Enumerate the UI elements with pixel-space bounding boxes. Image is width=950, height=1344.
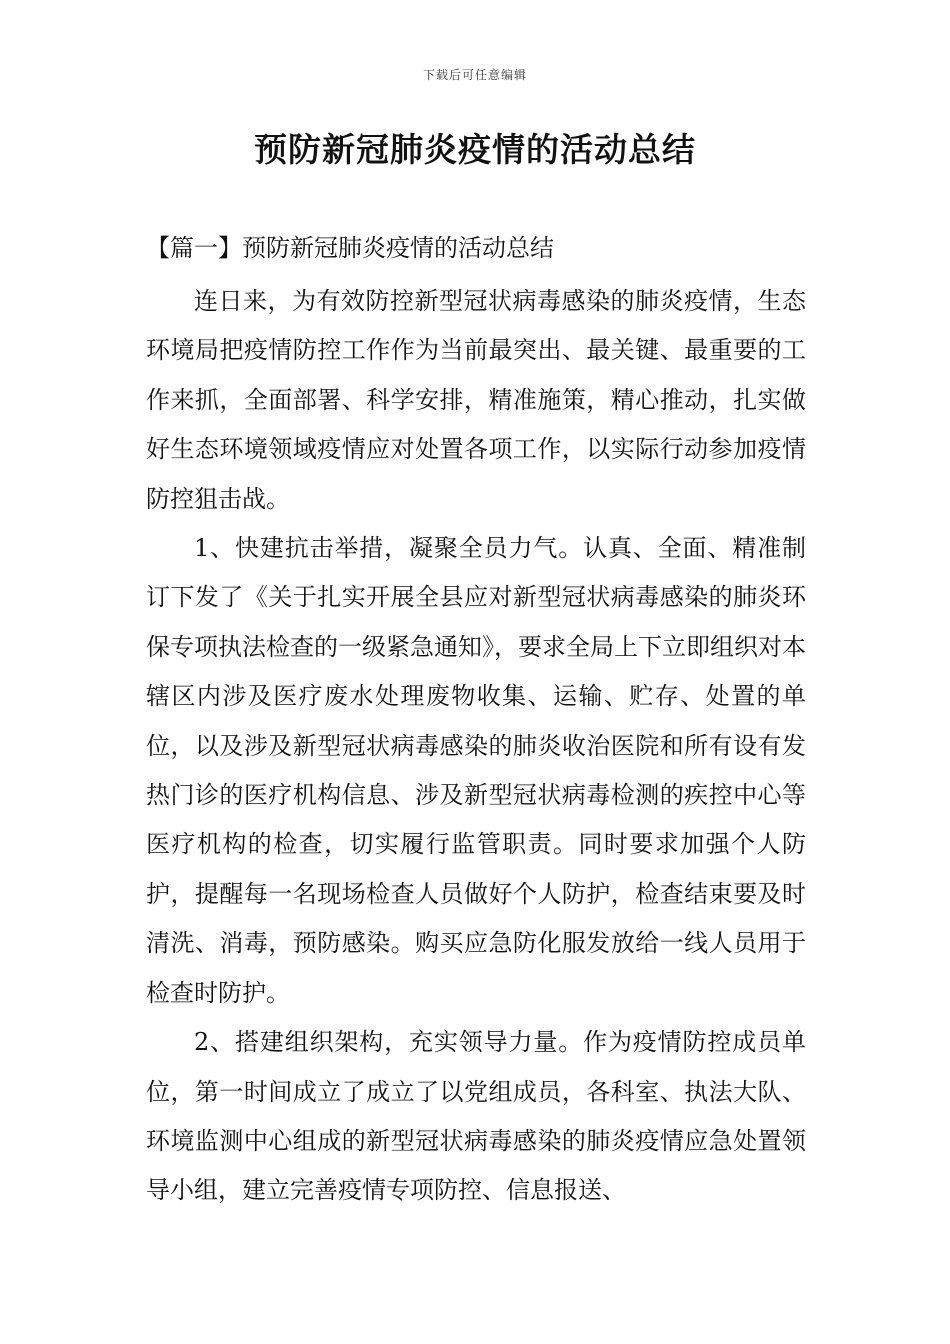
document-body <box>146 277 806 1216</box>
paragraph-intro: 连日来，为有效防控新型冠状病毒感染的肺炎疫情，生态环境局把疫情防控工作作为当前最突出、最关键、最重要的工作来抓，全面部署、科学安排，精准施策，精心推动，扎实做好生态环境领域疫情应对处置各项工作，以实际行动参加疫情防控狙击战。 <box>146 287 806 513</box>
paragraph-2: 2、搭建组织架构，充实领导力量。作为疫情防控成员单位，第一时间成立了成立了以党组成员，各科室、执法大队、环境监测中心组成的新型冠状病毒感染的肺炎疫情应急处置领导小组，建立完善疫情专项防控、信息报送、 <box>146 1028 806 1205</box>
section-heading: 【篇一】预防新冠肺炎疫情的活动总结 <box>146 234 554 262</box>
document-title: 预防新冠肺炎疫情的活动总结 <box>254 130 696 169</box>
paragraph-1: 1、快建抗击举措，凝聚全员力气。认真、全面、精准制订下发了《关于扎实开展全县应对新型冠状病毒感染的肺炎环保专项执法检查的一级紧急通知》，要求全局上下立即组织对本辖区内涉及医疗废水处理废物收集、运输、贮存、处置的单位，以及涉及新型冠状病毒感染的肺炎收治医院和所有设有发热门诊的医疗机构信息、涉及新型冠状病毒检测的疾控中心等医疗机构的检查，切实履行监管职责。同时要求加强个人防护，提醒每一名现场检查人员做好个人防护，检查结束要及时清洗、消毒，预防感染。购买应急防化服发放给一线人员用于检查时防护。 <box>146 534 806 1007</box>
header-note: 下载后可任意编辑 <box>422 68 527 82</box>
